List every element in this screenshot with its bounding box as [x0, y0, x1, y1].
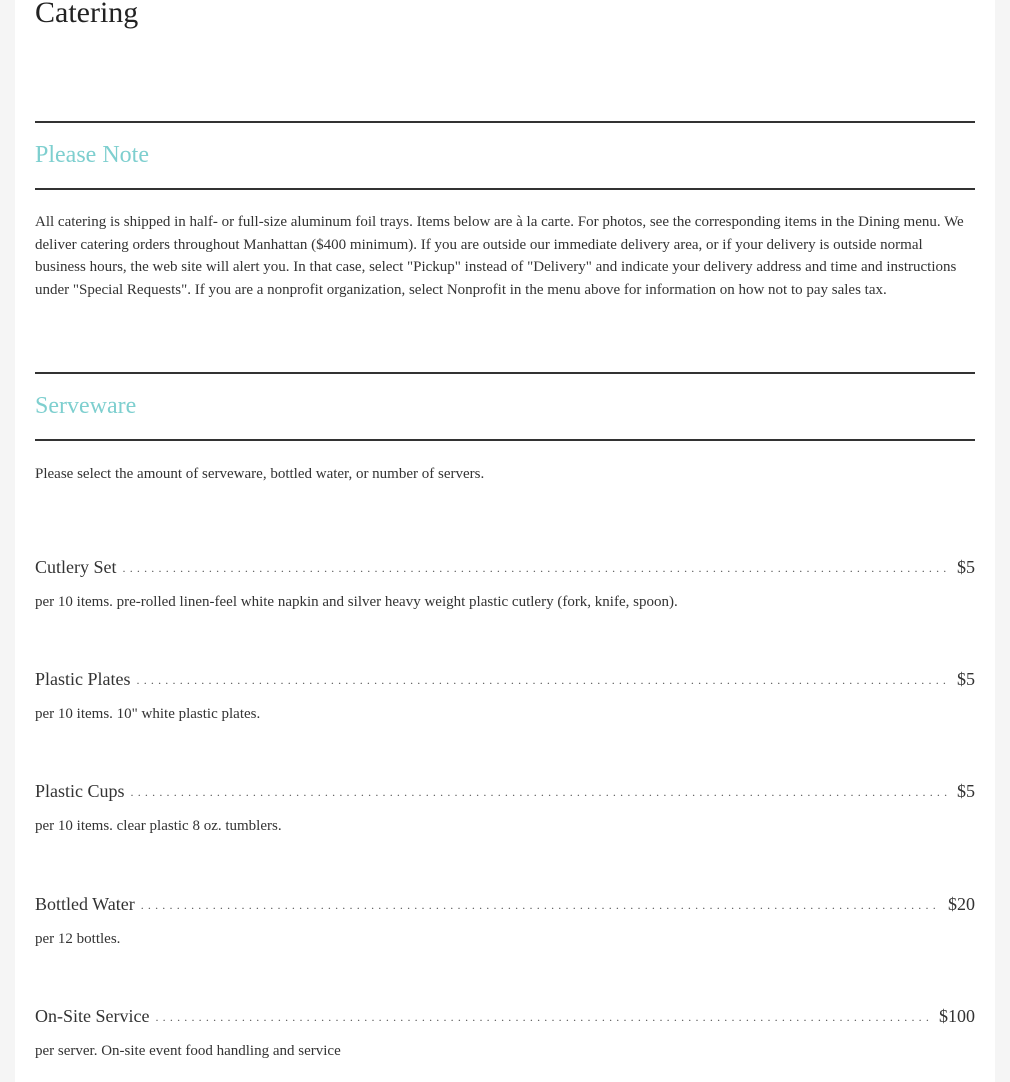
menu-item-cutlery-set[interactable]: [35, 555, 975, 612]
dot-leader: [141, 893, 940, 917]
serveware-intro: Please select the amount of serveware, bottled water, or number of servers.: [35, 466, 485, 482]
please-note-body: All catering is shipped in half- or full-size aluminum foil trays. Items below are à la carte. For photos, see the corresponding items in the Dining menu. We deliver catering orders throughout Manhattan ($400 minimum). If you are outside our immediate delivery area, or if your delivery is outside normal business hours, the web site will alert you. In that case, select "Pickup" instead of "Delivery" and indicate your delivery address and time and instructions under "Special Requests". If you are a nonprofit organization, select Nonprofit in the menu above for information on how not to pay sales tax.: [35, 214, 964, 298]
section-divider: [35, 439, 975, 441]
menu-item-price: $5: [957, 669, 975, 689]
menu-item-price: $5: [957, 781, 975, 801]
menu-item-bottled-water[interactable]: [35, 892, 975, 949]
menu-item-price: $5: [957, 557, 975, 577]
menu-item-on-site-service[interactable]: [35, 1004, 975, 1061]
menu-item-row: [35, 779, 975, 805]
page-title: Catering: [35, 0, 139, 29]
menu-item-row: [35, 1004, 975, 1030]
menu-item-description: per 10 items. 10" white plastic plates.: [35, 706, 261, 722]
menu-item-description: per 10 items. pre-rolled linen-feel white napkin and silver heavy weight plastic cutlery (fork, knife, spoon).: [35, 594, 678, 610]
menu-item-row: [35, 555, 975, 581]
menu-item-description: per 12 bottles.: [35, 931, 121, 947]
menu-item-plastic-plates[interactable]: [35, 667, 975, 724]
section-divider: [35, 121, 975, 123]
section-divider: [35, 372, 975, 374]
menu-item-name: Plastic Plates: [35, 669, 131, 689]
menu-item-price: $20: [948, 894, 975, 914]
menu-item-plastic-cups[interactable]: [35, 779, 975, 836]
dot-leader: [123, 556, 950, 580]
menu-item-description: per 10 items. clear plastic 8 oz. tumblers.: [35, 818, 282, 834]
menu-item-name: On-Site Service: [35, 1006, 150, 1026]
menu-item-name: Plastic Cups: [35, 781, 125, 801]
section-divider: [35, 188, 975, 190]
menu-item-name: Cutlery Set: [35, 557, 117, 577]
catering-menu-card: [15, 0, 995, 1082]
menu-item-description: per server. On-site event food handling and service: [35, 1043, 341, 1059]
dot-leader: [137, 668, 950, 692]
please-note-heading: Please Note: [35, 142, 149, 168]
menu-item-row: [35, 892, 975, 918]
menu-item-row: [35, 667, 975, 693]
dot-leader: [131, 780, 949, 804]
menu-item-price: $100: [939, 1006, 975, 1026]
serveware-heading: Serveware: [35, 393, 137, 419]
dot-leader: [155, 1005, 931, 1029]
menu-item-name: Bottled Water: [35, 894, 135, 914]
